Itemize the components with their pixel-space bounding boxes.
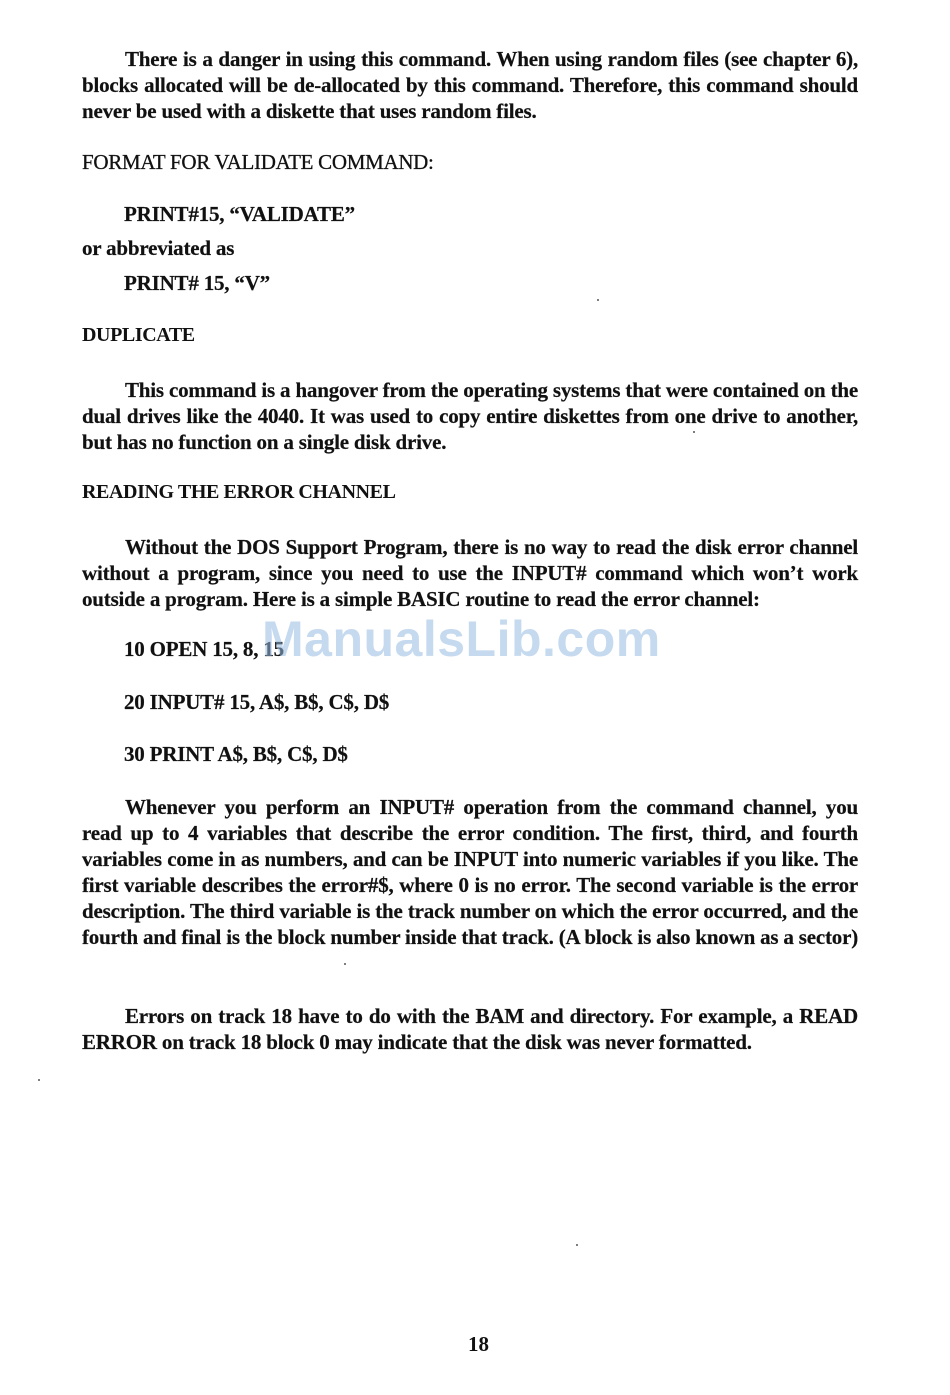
watermark-logo: ManualsLib.com: [262, 611, 661, 667]
error-channel-heading: READING THE ERROR CHANNEL: [82, 481, 396, 503]
paragraph-validate-danger: There is a danger in using this command. When using random files (see chapter 6), blocks allocated will be de-allocated by this command. Therefore, this command should never be used with a diskette that uses random files.: [82, 47, 858, 123]
scan-speck: [344, 963, 346, 965]
code-line-1: 10 OPEN 15, 8, 15: [124, 637, 284, 661]
code-line-2: 20 INPUT# 15, A$, B$, C$, D$: [124, 690, 390, 714]
paragraph-duplicate: This command is a hangover from the operating systems that were contained on the dual drives like the 4040. It was used to copy entire diskettes from one drive to another, but has no function on a single disk drive.: [82, 378, 858, 454]
scan-speck: [693, 431, 695, 433]
paragraph-input-variables: Whenever you perform an INPUT# operation from the command channel, you read up to 4 variables that describe the error condition. The first, third, and fourth variables come in as numbers, and can be INPUT into numeric variables if you like. The first variable describes the error#$, where 0 is no error. The second variable is the error description. The third variable is the track number on which the error occurred, and the fourth and final is the block number inside that track. (A block is also known as a sector): [82, 795, 858, 949]
paragraph-track-18: Errors on track 18 have to do with the BAM and directory. For example, a READ ERROR on track 18 block 0 may indicate that the disk was never formatted.: [82, 1004, 858, 1054]
validate-command-abbrev: PRINT# 15, “V”: [124, 271, 270, 295]
validate-command-full: PRINT#15, “VALIDATE”: [124, 202, 355, 226]
scan-speck: [597, 299, 599, 301]
scan-speck: [38, 1079, 40, 1081]
duplicate-heading: DUPLICATE: [82, 324, 195, 346]
format-heading: FORMAT FOR VALIDATE COMMAND:: [82, 150, 434, 174]
scan-speck: [576, 1244, 578, 1246]
code-line-3: 30 PRINT A$, B$, C$, D$: [124, 742, 348, 766]
page-number: 18: [468, 1332, 489, 1356]
abbreviation-label: or abbreviated as: [82, 236, 235, 260]
paragraph-error-intro: Without the DOS Support Program, there is no way to read the disk error channel without a program, since you need to use the INPUT# command which won’t work outside a program. Here is a simple BASIC routine to read the error channel:: [82, 535, 858, 611]
